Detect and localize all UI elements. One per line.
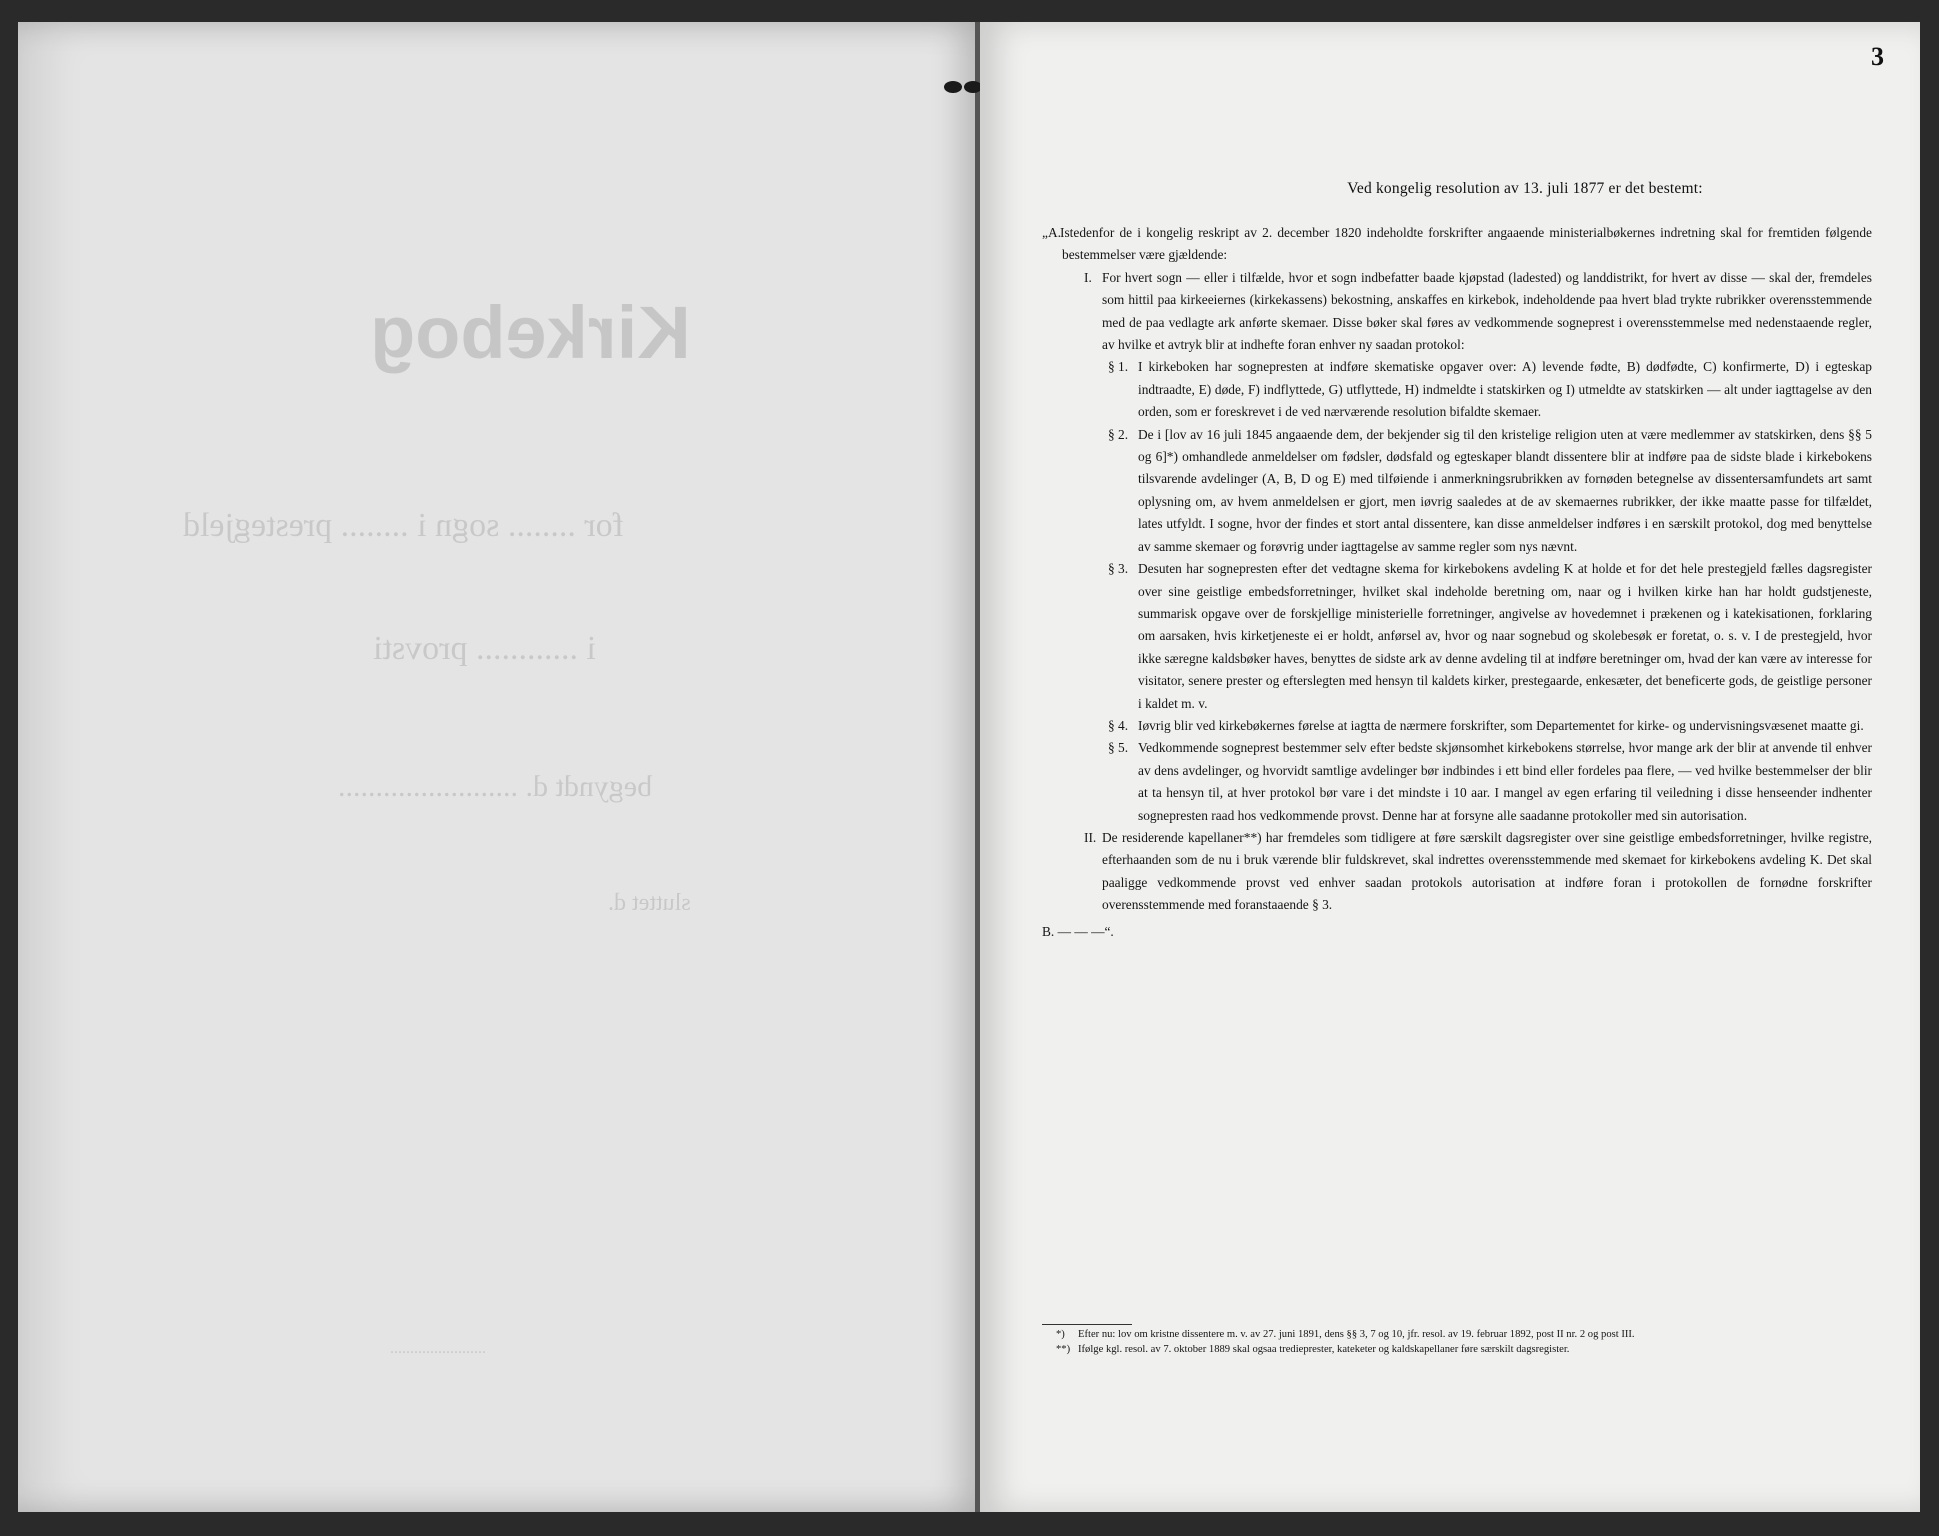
- show-through-line: sluttet d.: [608, 890, 691, 916]
- section-text: For hvert sogn — eller i tilfælde, hvor et sogn indbefatter baade kjøpstad (ladested) og landdistrikt, for hvert av disse — skal der, fremdeles som hittil paa kirkeeiernes (kirkekassens) bekostning, anskaffes en kirkebok, indeholdende paa hvert blad trykte rubrikker overensstemmende med de paa vedlagte ark anførte skemaer. Disse bøker skal føres av vedkommende sogneprest i overensstemmelse med nedenstaaende regler, av hvilke et avtryk blir at indhefte foran enhver ny saadan protokol:: [1102, 269, 1872, 353]
- show-through-line: begyndt d. ........................: [338, 770, 653, 803]
- paragraph-marker: § 5.: [1108, 740, 1129, 756]
- section-i: [1042, 267, 1872, 357]
- footnote-marker: *): [1056, 1329, 1065, 1340]
- paragraph-marker: § 3.: [1108, 561, 1129, 577]
- footnote: [1056, 1343, 1840, 1358]
- section-text: Istedenfor de i kongelig reskript av 2. december 1820 indeholdte forskrifter angaaende ministerialbøkernes indretning skal for fremtiden følgende bestemmelser være gjældende:: [1060, 225, 1872, 263]
- paragraph-3: [1042, 558, 1872, 715]
- footnote-marker: **): [1056, 1343, 1071, 1355]
- paragraph-4: [1042, 715, 1872, 737]
- footnotes: [1056, 1328, 1840, 1357]
- section-a: [1042, 222, 1872, 267]
- show-through-title: Kirkebog: [370, 291, 691, 374]
- left-page: [18, 22, 978, 1512]
- section-marker: I.: [1084, 269, 1092, 285]
- right-page: [980, 22, 1920, 1512]
- footnote: [1056, 1328, 1840, 1343]
- section-text: De residerende kapellaner**) har fremdeles som tidligere at føre særskilt dagsregister over sine geistlige embedsforretninger, hvilke registre, efterhaanden som de nu i bruk værende blir fuldskrevet, skal indrettes overensstemmende med skemaet for kirkebokens avdeling K. Det skal paaligge vedkommende provst ved enhver saadan protokols autorisation at indføre foran i protokollen de fornødne forskrifter overensstemmende med foranstaaende § 3.: [1102, 829, 1872, 913]
- paragraph-text: De i [lov av 16 juli 1845 angaaende dem, der bekjender sig til den kristelige religion uten at være medlemmer av statskirken, dens §§ 5 og 6]*) omhandlede anmeldelser om fødsler, dødsfald og egteskaper blandt dissentere blir at indføre paa de sidste blade i kirkebokens tilsvarende avdelinger (A, B, D og E) med tilføiende i anmerkningsrubrikken av fornøden betegnelse av dissentersamfundets art samt oplysning om, av hvem anmeldelsen er gjort, men iøvrig saaledes at de av skemaernes rubrikker, der ikke maatte passe for tilfældet, lates utfyldt. I sogne, hvor der findes et stort antal dissentere, kan disse anmeldelser indføres i en særskilt protokol, dog med benyttelse av samme skemaer og forøvrig under iagttagelse av samme regler som nys nævnt.: [1138, 426, 1872, 554]
- paragraph-5: [1042, 737, 1872, 827]
- section-b: B. — — —“.: [1042, 923, 1114, 939]
- paragraph-text: Iøvrig blir ved kirkebøkernes førelse at iagtta de nærmere forskrifter, som Departementet for kirke- og undervisningsvæsenet maatte gi.: [1138, 717, 1864, 733]
- show-through-line: for ........ sogn i ........ prestegjeld: [183, 507, 624, 544]
- show-through-line: i ............ provsti: [373, 630, 596, 667]
- resolution-body: [1042, 222, 1872, 943]
- footnote-text: Ifølge kgl. resol. av 7. oktober 1889 skal ogsaa tredieprester, kateketer og kaldskapellaner føre særskilt dagsregister.: [1078, 1343, 1570, 1355]
- paragraph-marker: § 1.: [1108, 359, 1129, 375]
- show-through-line: ........................: [390, 1340, 486, 1357]
- resolution-heading: Ved kongelig resolution av 13. juli 1877 er det bestemt:: [1347, 180, 1703, 197]
- section-marker: II.: [1084, 829, 1097, 845]
- paragraph-text: I kirkeboken har sognepresten at indføre skematiske opgaver over: A) levende fødte, B) dødfødte, C) konfirmerte, D) i egteskap indtraadte, E) døde, F) indflyttede, G) utflyttede, H) indmeldte i statskirken og I) utmeldte av statskirken — alt under iagttagelse av den orden, som er foreskrevet i de ved nærværende resolution bifaldte skemaer.: [1138, 359, 1872, 420]
- page-number: 3: [1871, 42, 1884, 71]
- paragraph-marker: § 2.: [1108, 426, 1129, 442]
- footnote-text: Efter nu: lov om kristne dissentere m. v. av 27. juni 1891, dens §§ 3, 7 og 10, jfr. resol. av 19. februar 1892, post II nr. 2 og post III.: [1078, 1329, 1635, 1340]
- section-marker: „A.: [1042, 225, 1061, 240]
- paragraph-marker: § 4.: [1108, 717, 1129, 733]
- paragraph-2: [1042, 424, 1872, 558]
- paragraph-text: Vedkommende sogneprest bestemmer selv efter bedste skjønsomhet kirkebokens størrelse, hvor mange ark der blir at anvende til enhver av dens avdelinger, og hvorvidt samtlige avdelinger bør indbindes i ett bind eller fordeles paa flere, — ved hvilke bestemmelser der blir at ta hensyn til, at hver protokol bør vare i det mindste i 10 aar. I mangel av egen erfaring til veiledning i disse henseender indhenter sognepresten raad hos vedkommende provst. Denne har at forsyne alle saadanne protokoller med sin autorisation.: [1138, 740, 1872, 823]
- footnote-divider: [1042, 1324, 1132, 1325]
- paragraph-1: [1042, 356, 1872, 423]
- paragraph-text: Desuten har sognepresten efter det vedtagne skema for kirkebokens avdeling K at holde et for det hele prestegjeld fælles dagsregister over sine geistlige embedsforretninger, hvilket skal indeholde beretning om, naar og i hvilken kirke han har holdt gudstjeneste, summarisk opgave over de forskjellige ministerielle forretninger, angivelse av hovedemnet i prækenen og i katekisationen, forklaring om aarsaken, hvis kirketjeneste ei er holdt, anførsel av, hvor og naar sognebud og skolebesøk er foretat, o. s. v. I de prestegjeld, hvor ikke særegne kaldsbøker haves, benyttes de sidste ark av denne avdeling til at indføre beretninger om, hvad der kan være av interesse for visitator, senere prester og efterslegten med hensyn til kaldets kirker, prestegaarde, enkesæter, det beneficerte gods, de geistlige personer i kaldet m. v.: [1138, 561, 1872, 711]
- section-ii: [1042, 827, 1872, 917]
